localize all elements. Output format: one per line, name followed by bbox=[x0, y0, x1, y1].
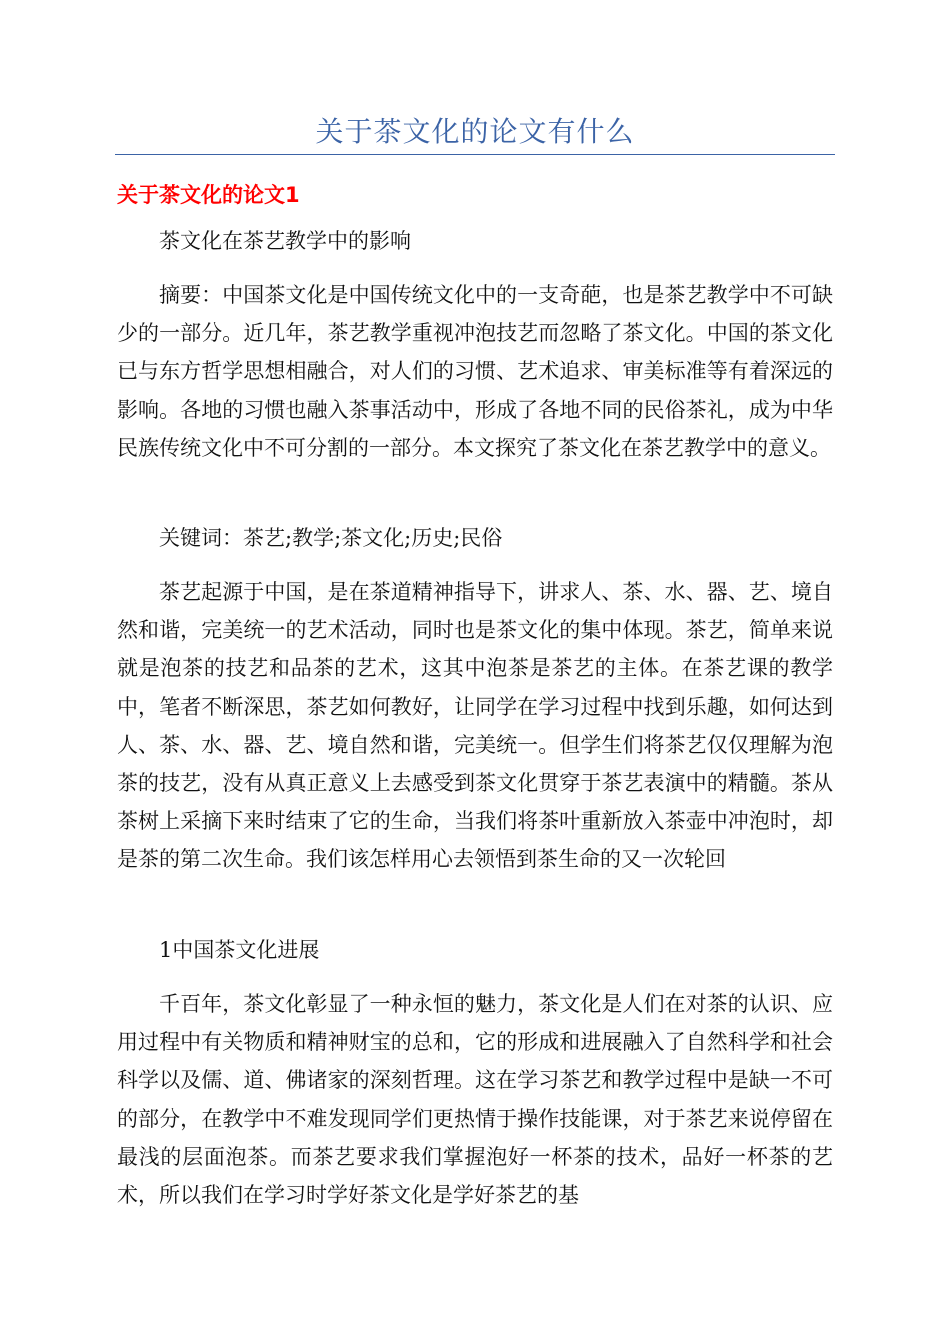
keywords-line: 关键词：茶艺;教学;茶文化;历史;民俗 bbox=[159, 526, 503, 550]
document-title: 关于茶文化的论文有什么 bbox=[315, 115, 635, 148]
paper-subtitle: 茶文化在茶艺教学中的影响 bbox=[159, 229, 411, 253]
section-1-body-paragraph: 千百年，茶文化彰显了一种永恒的魅力，茶文化是人们在对茶的认识、应用过程中有关物质和精神财宝的总和，它的形成和进展融入了自然科学和社会科学以及儒、道、佛诸家的深刻哲理。这在学习茶艺和教学过程中是缺一不可的部分，在教学中不难发现同学们更热情于操作技能课，对于茶艺来说停留在最浅的层面泡茶。而茶艺要求我们掌握泡好一杯茶的技术，品好一杯茶的艺术，所以我们在学习时学好茶文化是学好茶艺的基 bbox=[117, 992, 833, 1208]
section-heading: 关于茶文化的论文1 bbox=[117, 183, 300, 207]
section-1-heading: 1中国茶文化进展 bbox=[159, 938, 320, 962]
intro-paragraph: 茶艺起源于中国，是在茶道精神指导下，讲求人、茶、水、器、艺、境自然和谐，完美统一的艺术活动，同时也是茶文化的集中体现。茶艺，简单来说就是泡茶的技艺和品茶的艺术，这其中泡茶是茶艺的主体。在茶艺课的教学中，笔者不断深思，茶艺如何教好，让同学在学习过程中找到乐趣，如何达到人、茶、水、器、艺、境自然和谐，完美统一。但学生们将茶艺仅仅理解为泡茶的技艺，没有从真正意义上去感受到茶文化贯穿于茶艺表演中的精髓。茶从茶树上采摘下来时结束了它的生命，当我们将茶叶重新放入茶壶中冲泡时，却是茶的第二次生命。我们该怎样用心去领悟到茶生命的又一次轮回 bbox=[117, 580, 833, 872]
title-underline-divider bbox=[115, 154, 835, 155]
abstract-paragraph: 摘要：中国茶文化是中国传统文化中的一支奇葩，也是茶艺教学中不可缺少的一部分。近几年，茶艺教学重视冲泡技艺而忽略了茶文化。中国的茶文化已与东方哲学思想相融合，对人们的习惯、艺术追求、审美标准等有着深远的影响。各地的习惯也融入茶事活动中，形成了各地不同的民俗茶礼，成为中华民族传统文化中不可分割的一部分。本文探究了茶文化在茶艺教学中的意义。 bbox=[117, 283, 833, 460]
